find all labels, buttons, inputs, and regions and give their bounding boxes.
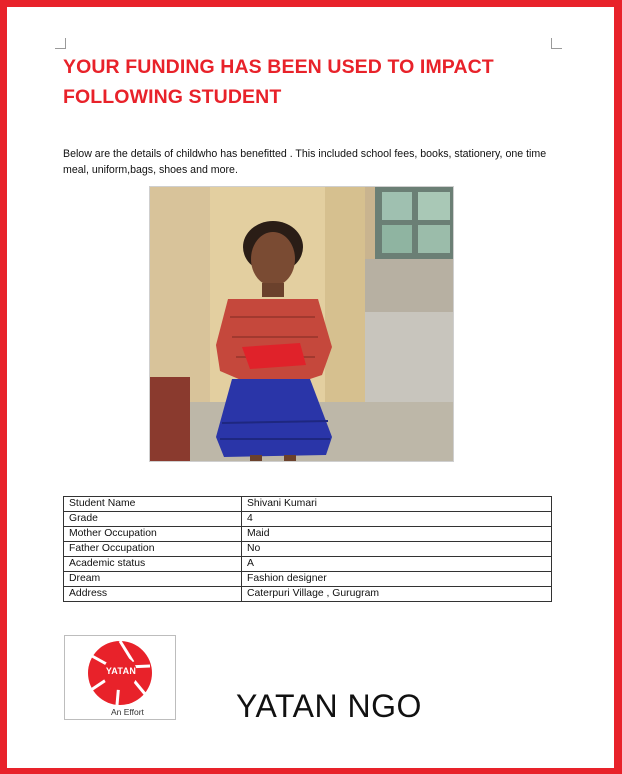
row-label: Mother Occupation xyxy=(64,527,242,542)
table-row xyxy=(64,587,552,602)
table-row xyxy=(64,542,552,557)
table-row xyxy=(64,557,552,572)
crop-mark-top-left xyxy=(55,38,66,49)
row-label: Academic status xyxy=(64,557,242,572)
row-label: Dream xyxy=(64,572,242,587)
row-label: Address xyxy=(64,587,242,602)
row-value: No xyxy=(242,542,552,557)
table-row xyxy=(64,512,552,527)
row-value: Caterpuri Village , Gurugram xyxy=(242,587,552,602)
logo-tagline: An Effort xyxy=(111,707,144,717)
row-value: Fashion designer xyxy=(242,572,552,587)
page-title: YOUR FUNDING HAS BEEN USED TO IMPACT FOLLOWING STUDENT xyxy=(63,56,494,108)
organization-name: YATAN NGO xyxy=(236,688,422,724)
row-label: Grade xyxy=(64,512,242,527)
table-row xyxy=(64,572,552,587)
crop-mark-top-right xyxy=(551,38,562,49)
row-label: Student Name xyxy=(64,497,242,512)
row-value: Maid xyxy=(242,527,552,542)
table-row xyxy=(64,527,552,542)
row-value: 4 xyxy=(242,512,552,527)
intro-paragraph: Below are the details of childwho has benefitted . This included school fees, books, stationery, one time meal, uniform,bags, shoes and more. xyxy=(63,148,547,176)
student-details-table xyxy=(63,496,552,602)
row-label: Father Occupation xyxy=(64,542,242,557)
table-row xyxy=(64,497,552,512)
logo-name: YATAN xyxy=(105,666,137,676)
row-value: A xyxy=(242,557,552,572)
student-photo xyxy=(149,186,454,462)
row-value: Shivani Kumari xyxy=(242,497,552,512)
